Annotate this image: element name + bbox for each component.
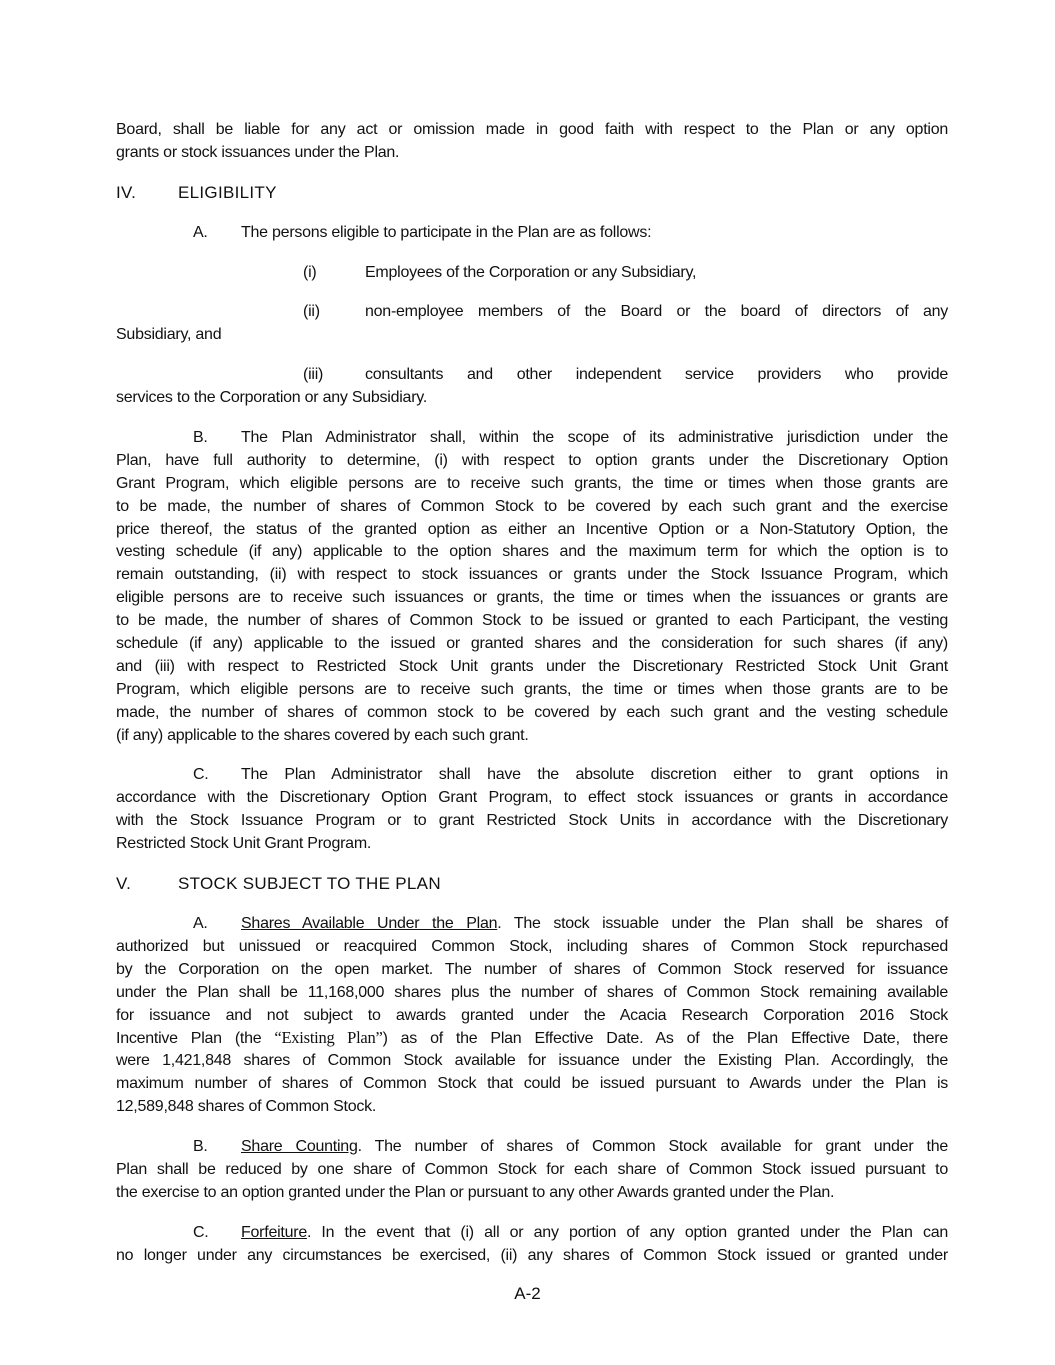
section-heading	[116, 182, 948, 205]
line-text: Board, shall be liable for any act or omission made in good faith with respect to the Plan or any option	[116, 121, 948, 138]
line-text: Restricted Stock Unit Grant Program.	[116, 835, 372, 853]
line-text: the exercise to an option granted under the Plan or pursuant to any other Awards granted under the Plan.	[116, 1183, 835, 1201]
line-text: Plan, have full authority to determine, (i) with respect to option grants under the Discretionary Option	[116, 451, 948, 469]
item-label: IV.	[116, 182, 137, 202]
line-text: by the Corporation on the open market. The number of shares of Common Stock reserved for issuance	[116, 960, 948, 978]
item-label: C.	[193, 1223, 209, 1241]
text-line	[116, 1222, 948, 1245]
text-line	[116, 1096, 948, 1119]
line-text: under the Plan shall be 11,168,000 shares plus the number of shares of Common Stock remaining available	[116, 983, 948, 1001]
line-text: price thereof, the status of the granted option as either an Incentive Option or a Non-Statutory Option, the	[116, 520, 948, 538]
subsection-heading: Shares Available Under the Plan	[241, 914, 498, 932]
text-line	[116, 587, 948, 610]
line-text: . In the event that (i) all or any portion of any option granted under the Plan can	[306, 1223, 948, 1241]
text-line	[116, 142, 948, 165]
paragraph	[116, 262, 948, 285]
text-line	[116, 1027, 948, 1050]
text-line	[116, 450, 948, 473]
line-text: Grant Program, which eligible persons are to receive such grants, the time or times when those grants are	[116, 474, 948, 492]
item-label: C.	[193, 766, 209, 784]
line-text: . The stock issuable under the Plan shall be shares of	[497, 914, 949, 932]
line-text: consultants and other independent service providers who provide	[365, 366, 948, 384]
section-heading	[116, 873, 948, 896]
text-line	[116, 833, 948, 856]
line-text: Plan shall be reduced by one share of Common Stock for each share of Common Stock issued pursuant to	[116, 1160, 948, 1178]
line-text: made, the number of shares of common stock to be covered by each such grant and the vesting schedule	[116, 703, 948, 721]
paragraph	[116, 427, 948, 747]
text-line	[116, 222, 948, 245]
paragraph	[116, 119, 948, 165]
text-line	[116, 301, 948, 324]
text-segment: Incentive Plan (the	[116, 1030, 275, 1048]
item-label: A.	[193, 223, 208, 241]
line-text: Employees of the Corporation or any Subsidiary,	[365, 263, 697, 281]
text-line	[116, 1136, 948, 1159]
paragraph	[116, 301, 948, 347]
text-line	[116, 519, 948, 542]
paragraph	[116, 1136, 948, 1205]
text-line	[116, 679, 948, 702]
item-label: B.	[193, 1137, 208, 1155]
text-line	[116, 787, 948, 810]
text-line	[116, 473, 948, 496]
text-segment: ) as of the Plan Effective Date. As of the Plan Effective Date, there	[382, 1030, 948, 1048]
line-text: 12,589,848 shares of Common Stock.	[116, 1098, 377, 1116]
subsection-heading: Share Counting	[241, 1137, 358, 1155]
text-segment: “Existing Plan”	[274, 1028, 383, 1048]
line-text: Subsidiary, and	[116, 326, 222, 344]
line-text: were 1,421,848 shares of Common Stock available for issuance under the Existing Plan. Accordingly, the	[116, 1052, 948, 1070]
line-text: The persons eligible to participate in the Plan are as follows:	[241, 223, 652, 241]
line-text: accordance with the Discretionary Option Grant Program, to effect stock issuances or grants in accordance	[116, 789, 948, 807]
line-text: to be made, the number of shares of Common Stock to be issued or granted to each Participant, the vesting	[116, 612, 948, 630]
line-text: The Plan Administrator shall, within the scope of its administrative jurisdiction under the	[241, 429, 948, 447]
line-text: ELIGIBILITY	[178, 182, 277, 202]
item-label: (iii)	[303, 366, 324, 384]
text-line	[116, 427, 948, 450]
text-line	[116, 633, 948, 656]
text-line	[116, 610, 948, 633]
line-text: eligible persons are to receive such issuances or grants, the time or times when the issuances or grants are	[116, 589, 948, 607]
text-line	[116, 541, 948, 564]
subsection-heading: Forfeiture	[241, 1223, 307, 1241]
text-line	[116, 656, 948, 679]
text-line	[116, 873, 948, 896]
paragraph	[116, 222, 948, 245]
text-line	[116, 262, 948, 285]
text-line	[116, 1050, 948, 1073]
text-line	[116, 810, 948, 833]
line-text: no longer under any circumstances be exercised, (ii) any shares of Common Stock issued or granted under	[116, 1246, 948, 1264]
line-text: to be made, the number of shares of Common Stock to be covered by each such grant and the exercise	[116, 497, 948, 515]
paragraph	[116, 764, 948, 856]
text-line	[116, 982, 948, 1005]
paragraph	[116, 1222, 948, 1268]
line-text: remain outstanding, (ii) with respect to stock issuances or grants under the Stock Issuance Program, which	[116, 566, 948, 584]
text-line	[116, 913, 948, 936]
text-line	[116, 1159, 948, 1182]
line-text: and (iii) with respect to Restricted Stock Unit grants under the Discretionary Restricted Stock Unit Grant	[116, 657, 948, 675]
text-line	[116, 702, 948, 725]
text-line	[116, 182, 948, 205]
item-label: V.	[116, 874, 132, 894]
line-text: services to the Corporation or any Subsidiary.	[116, 389, 428, 407]
text-line	[116, 959, 948, 982]
line-text: schedule (if any) applicable to the issued or granted shares and the consideration for such shares (if any)	[116, 635, 948, 653]
line-text: (if any) applicable to the shares covered by each such grant.	[116, 726, 529, 744]
paragraph	[116, 364, 948, 410]
line-text: for issuance and not subject to awards granted under the Acacia Research Corporation 2016 Stock	[116, 1006, 948, 1024]
text-line	[116, 119, 948, 142]
line-text: STOCK SUBJECT TO THE PLAN	[178, 874, 441, 894]
line-text: non-employee members of the Board or the board of directors of any	[365, 303, 948, 321]
text-line	[116, 936, 948, 959]
text-line	[116, 496, 948, 519]
item-label: B.	[193, 429, 208, 447]
text-line	[116, 1005, 948, 1028]
text-line	[116, 1182, 948, 1205]
item-label: A.	[193, 914, 208, 932]
text-line	[116, 564, 948, 587]
line-text: vesting schedule (if any) applicable to the option shares and the maximum term for which the option is to	[116, 543, 948, 561]
line-text: The Plan Administrator shall have the absolute discretion either to grant options in	[241, 766, 948, 784]
line-text: authorized but unissued or reacquired Common Stock, including shares of Common Stock repurchased	[116, 937, 948, 955]
text-line	[116, 387, 948, 410]
line-text: . The number of shares of Common Stock available for grant under the	[357, 1137, 948, 1155]
item-label: (i)	[303, 263, 317, 281]
line-text: with the Stock Issuance Program or to grant Restricted Stock Units in accordance with the Discretionary	[116, 812, 948, 830]
text-line	[116, 324, 948, 347]
text-line	[116, 725, 948, 748]
item-label: (ii)	[303, 303, 320, 321]
text-line	[116, 1245, 948, 1268]
line-text: maximum number of shares of Common Stock that could be issued pursuant to Awards under the Plan is	[116, 1075, 948, 1093]
line-text: grants or stock issuances under the Plan.	[116, 143, 400, 161]
document-body	[116, 119, 948, 1267]
page-number: A-2	[514, 1284, 541, 1303]
text-line	[116, 764, 948, 787]
text-line	[116, 364, 948, 387]
text-line	[116, 1073, 948, 1096]
line-text: Program, which eligible persons are to receive such grants, the time or times when those grants are to be	[116, 680, 948, 698]
paragraph	[116, 913, 948, 1119]
